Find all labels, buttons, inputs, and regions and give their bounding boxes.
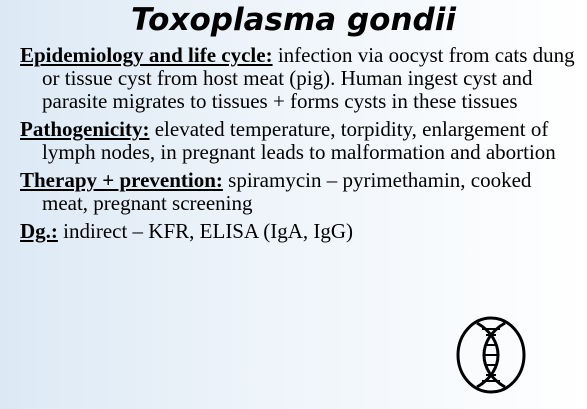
section-diagnosis [20,220,580,243]
section-body: indirect – KFR, ELISA (IgA, IgG) [57,219,354,243]
section-body: spiramycin – pyrimethamin, cooked meat, pregnant screening [42,168,532,215]
section-pathogenicity [20,118,580,164]
section-body: elevated temperature, torpidity, enlargement of lymph nodes, in pregnant leads to malformation and abortion [42,117,556,164]
slide-title: Toxoplasma gondii [131,2,456,38]
dna-helix-icon [455,315,527,395]
section-heading: Pathogenicity: [20,117,150,141]
section-heading: Epidemiology and life cycle: [20,43,273,67]
section-therapy [20,169,580,215]
section-heading: Dg.: [20,219,58,243]
section-body: infection via oocyst from cats dung or tissue cyst from host meat (pig). Human ingest cyst and parasite migrates to tissues + forms cysts in these tissues [42,43,575,113]
section-heading: Therapy + prevention: [20,168,223,192]
section-epidemiology [20,44,580,113]
slide-content [20,44,580,248]
